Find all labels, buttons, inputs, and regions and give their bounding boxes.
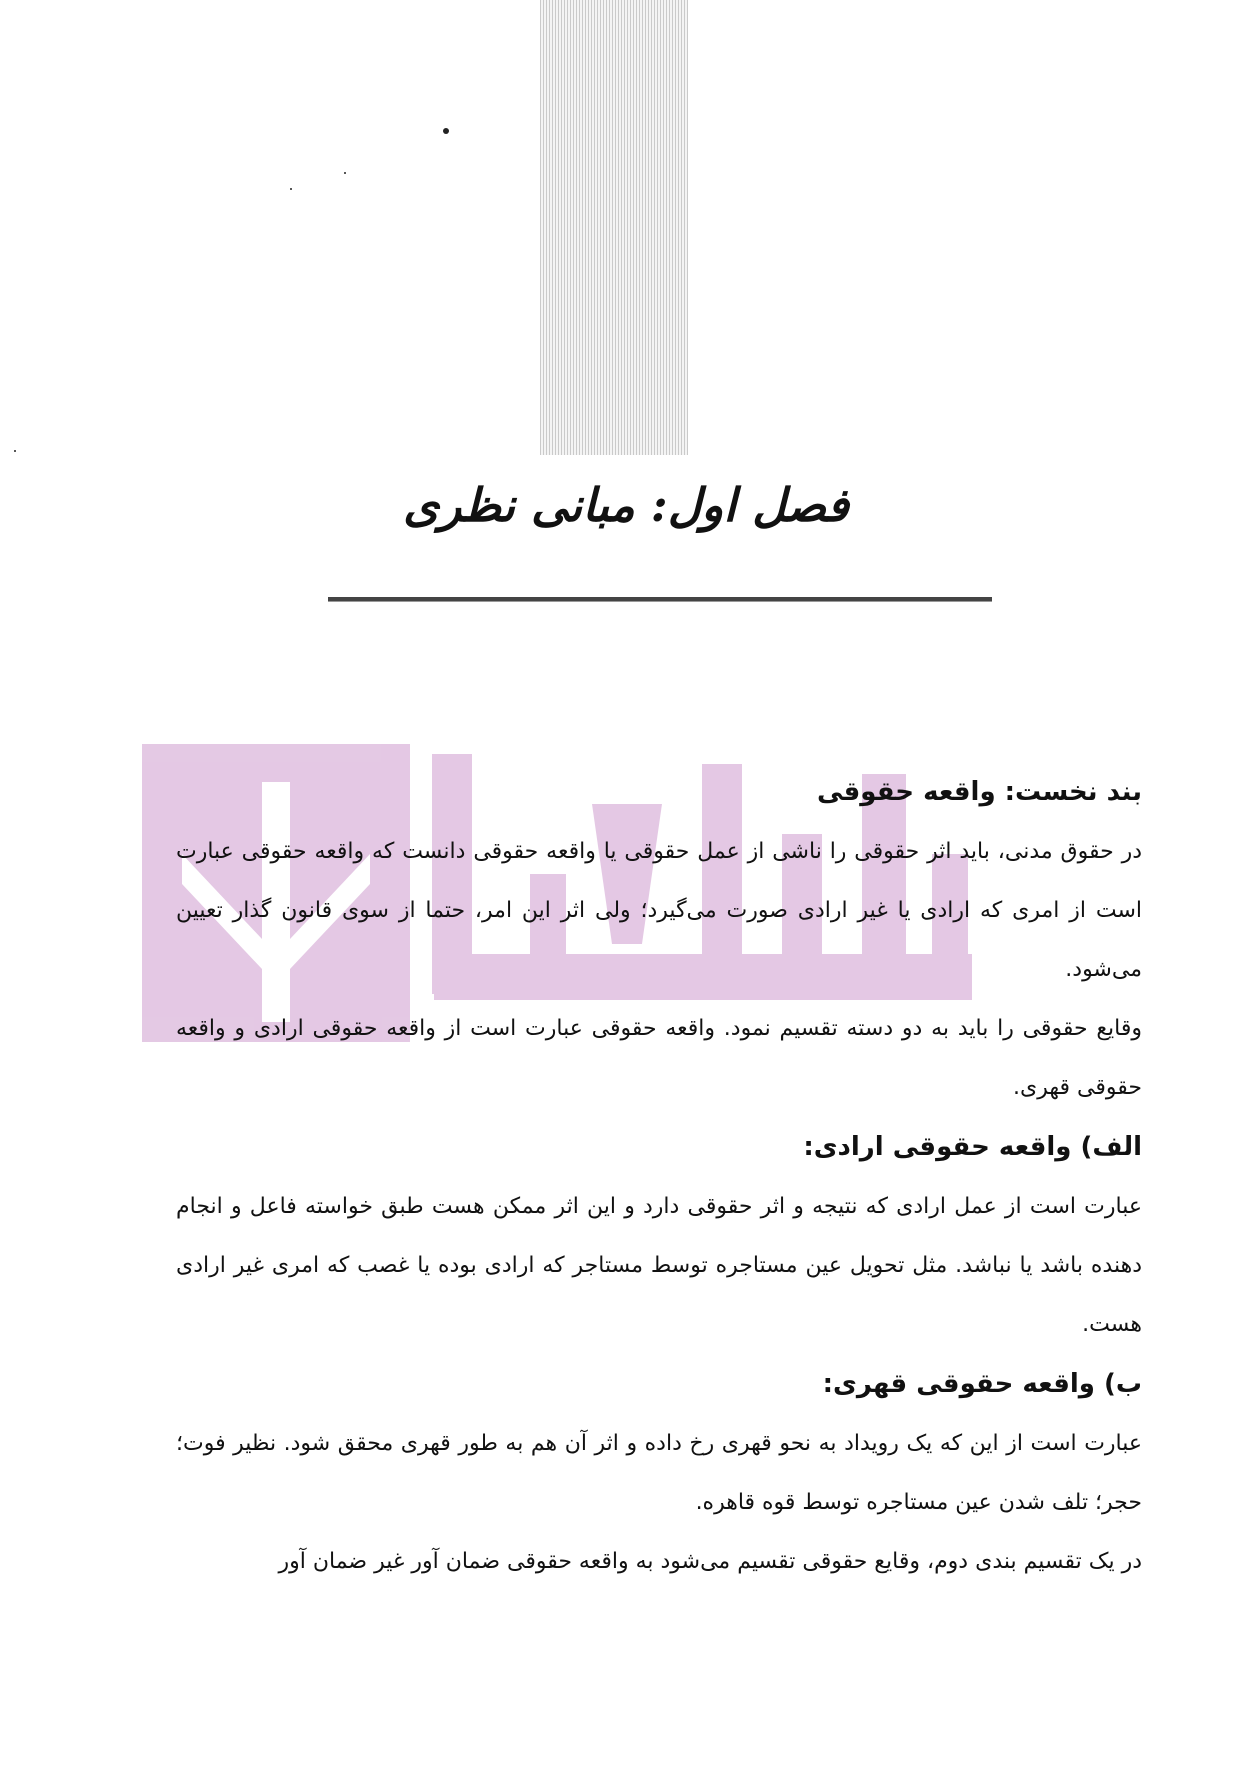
title-divider xyxy=(328,597,992,601)
section-heading-compulsory: ب) واقعه حقوقی قهری: xyxy=(822,1369,1142,1399)
paragraph-compulsory: عبارت است از این که یک رویداد به نحو قهری رخ داده و اثر آن هم به طور قهری محقق شود. نظیر فوت؛ حجر؛ تلف شدن عین مستاجره توسط قوه قاهره. xyxy=(176,1431,1142,1515)
paragraph-definition: در حقوق مدنی، باید اثر حقوقی را ناشی از عمل حقوقی یا واقعه حقوقی دانست که واقعه حقوقی عبارت است از امری که ارادی یا غیر ارادی صورت می‌گیرد؛ ولی اثر این امر، حتما از سوی قانون گذار تعیین می‌شود. xyxy=(176,839,1142,982)
section-heading-legal-event: بند نخست: واقعه حقوقی xyxy=(816,777,1142,807)
document-body xyxy=(176,762,1142,1591)
scan-speck xyxy=(344,172,346,174)
chapter-title: فصل اول: مبانی نظری xyxy=(403,478,849,532)
paragraph-second-division: در یک تقسیم بندی دوم، وقایع حقوقی تقسیم می‌شود به واقعه حقوقی ضمان آور غیر ضمان آور xyxy=(278,1549,1142,1574)
scan-speck xyxy=(290,188,292,190)
scan-speck xyxy=(14,450,16,452)
section-heading-voluntary: الف) واقعه حقوقی ارادی: xyxy=(803,1132,1142,1162)
scan-speck xyxy=(443,128,449,134)
paragraph-classification: وقایع حقوقی را باید به دو دسته تقسیم نمود. واقعه حقوقی عبارت است از واقعه حقوقی ارادی و واقعه حقوقی قهری. xyxy=(176,1016,1142,1100)
paragraph-voluntary: عبارت است از عمل ارادی که نتیجه و اثر حقوقی دارد و این اثر ممکن هست طبق خواسته فاعل و انجام دهنده باشد یا نباشد. مثل تحویل عین مستاجره توسط مستاجر که ارادی بوده یا غصب که امری غیر ارادی هست. xyxy=(176,1194,1142,1337)
scanned-grey-band xyxy=(540,0,688,455)
